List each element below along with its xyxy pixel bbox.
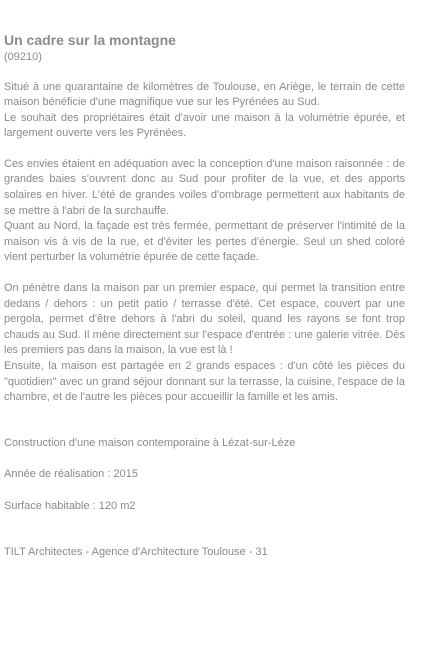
postal-code: (09210) (4, 51, 42, 63)
article (4, 30, 405, 561)
surface-info: Surface habitable : 120 m2 (4, 499, 136, 512)
paragraph-north-facade: Quant au Nord, la façade est très fermée, permettant de préserver l'intimité de la maison vis à vis de la rue, et d'éviter les pertes d'énergie. Seul un shed coloré vient perturber la volumétrie épurée de cette façade. (4, 220, 405, 264)
agency-info: TILT Architectes - Agence d'Architecture Toulouse - 31 (4, 546, 268, 559)
paragraph-intro: Situé à une quarantaine de kilomètres de Toulouse, en Ariège, le terrain de cette maison bénéficie d'une magnifique vue sur les Pyrénées au Sud. (4, 80, 405, 109)
construction-info: Construction d'une maison contemporaine à Lézat-sur-Lèze (4, 436, 296, 449)
paragraph-wish: Le souhait des propriétaires était d'avoir une maison à la volumétrie épurée, et largement ouverte vers les Pyrénées. (4, 111, 405, 140)
year-info: Année de réalisation : 2015 (4, 468, 138, 481)
paragraph-entrance: On pénètre dans la maison par un premier espace, qui permet la transition entre dedans / dehors : un petit patio / terrasse d'été. Cet espace, couvert par une pergola, permet d'être dehors à l'abri du soleil, quand les rayons se font trop chauds au Sud. Il mène directement sur l'espace d'entrée : une galerie vitrée. Dès les premiers pas dans la maison, la vue est là ! (4, 282, 405, 357)
paragraph-layout: Ensuite, la maison est partagée en 2 grands espaces : d'un côté les pièces du "quotidien" avec un grand séjour donnant sur la terrasse, la cuisine, l'espace de la chambre, et de l'autre les pièces pour accueillir la famille et les amis. (4, 360, 405, 404)
paragraph-design: Ces envies étaient en adéquation avec la conception d'une maison raisonnée : de grandes baies s'ouvrent donc au Sud pour profiter de la vue, et des apports solaires en hiver. L'été de grandes voiles d'ombrage permettent aux habitants de se mettre à l'abri de la surchauffe. (4, 157, 405, 217)
article-title: Un cadre sur la montagne (4, 32, 176, 48)
